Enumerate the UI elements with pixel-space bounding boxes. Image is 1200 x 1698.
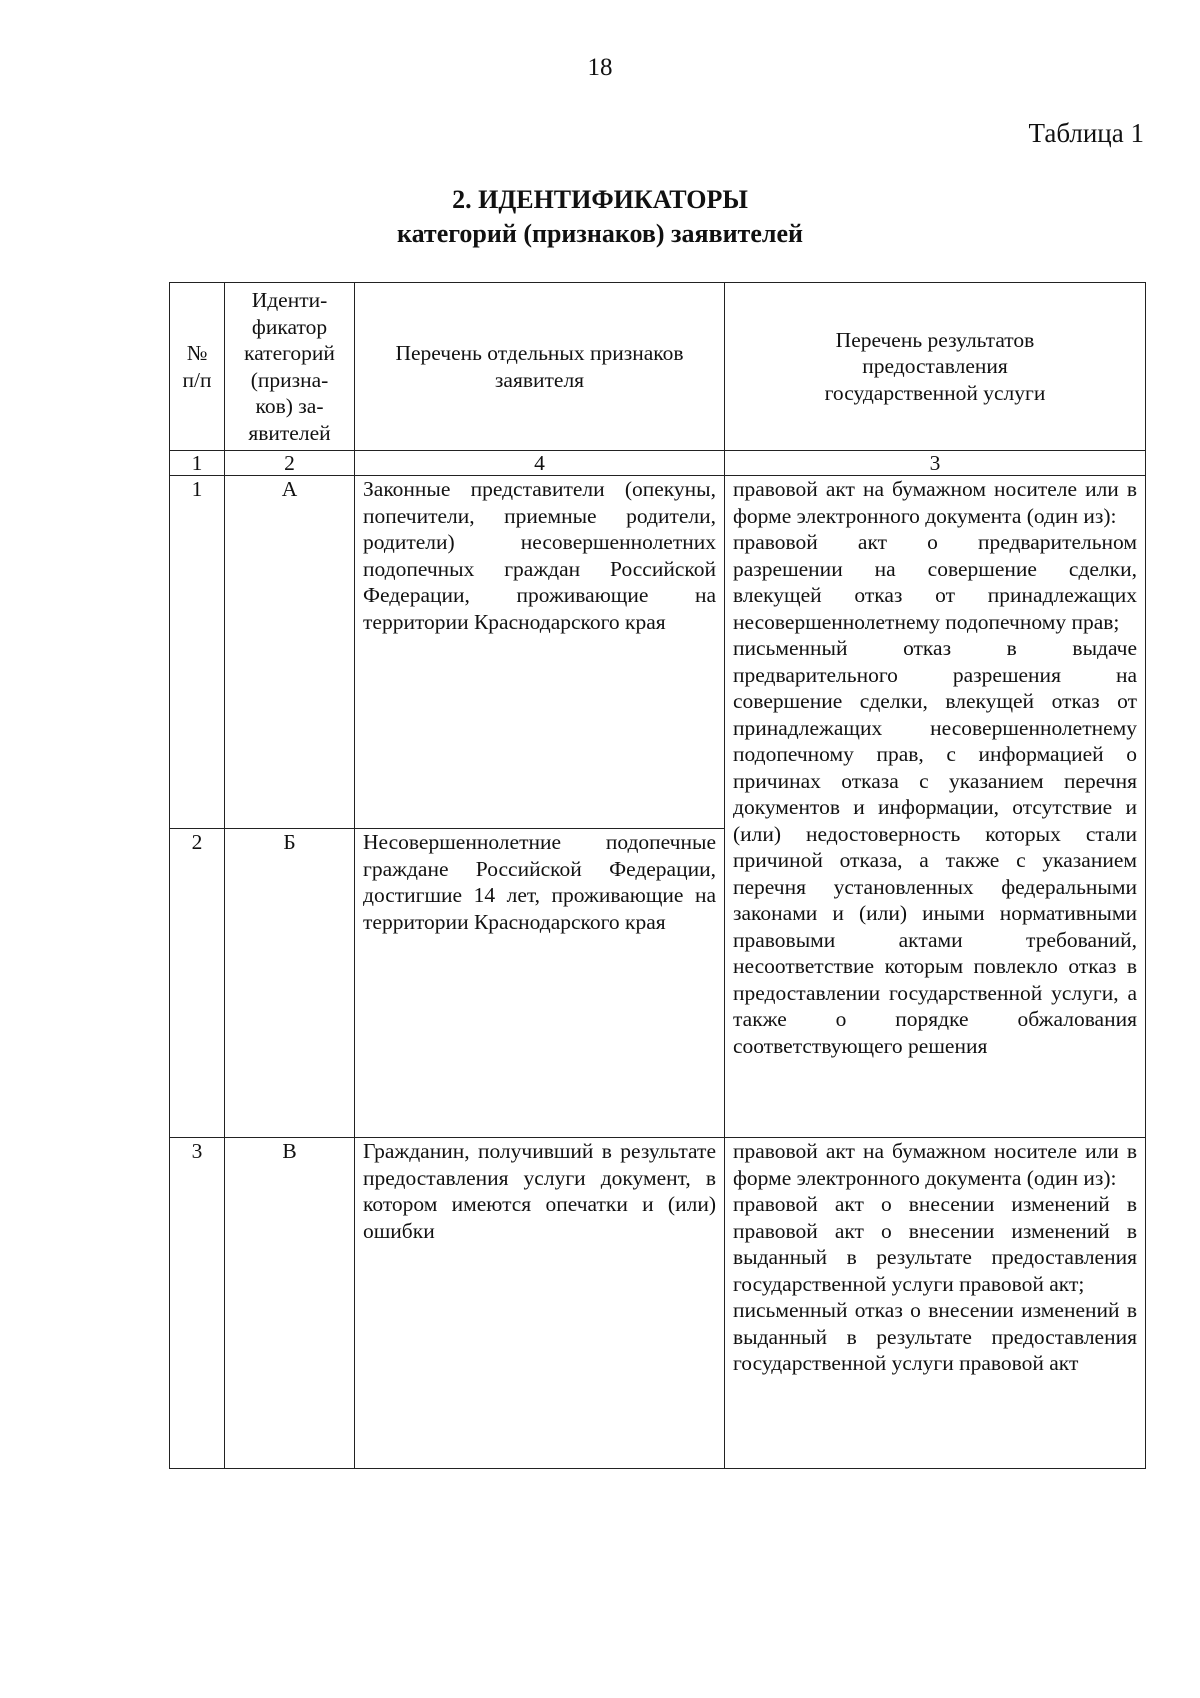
column-number: 4 <box>355 451 725 476</box>
row-features: Гражданин, получивший в результате предоставления услуги документ, в котором имеются опечатки и (или) ошибки <box>355 1138 725 1469</box>
header-results <box>725 283 1146 451</box>
table-row <box>170 476 1146 829</box>
row-identifier: А <box>225 476 355 829</box>
header-text: предоставления <box>862 354 1008 379</box>
row-num: 1 <box>170 476 225 829</box>
header-num <box>170 283 225 451</box>
header-text: категорий <box>244 341 335 365</box>
column-number-row <box>170 451 1146 476</box>
title-line-2: категорий (признаков) заявителей <box>397 219 803 248</box>
result-paragraph: правовой акт на бумажном носителе или в форме электронного документа (один из): <box>733 477 1137 528</box>
row-features: Законные представители (опекуны, попечители, приемные родители, родители) несовершеннолетних подопечных граждан Российской Федерации, проживающие на территории Краснодарского края <box>355 476 725 829</box>
row-num: 3 <box>170 1138 225 1469</box>
header-text: Иденти- <box>251 288 328 312</box>
header-features <box>355 283 725 451</box>
column-number: 2 <box>225 451 355 476</box>
result-paragraph: письменный отказ о внесении изменений в выданный в результате предоставления государственной услуги правовой акт <box>733 1298 1137 1375</box>
results-cell-ab <box>725 476 1146 1138</box>
table-header-row <box>170 283 1146 451</box>
header-text: (призна- <box>250 367 329 392</box>
result-paragraph: правовой акт на бумажном носителе или в форме электронного документа (один из): <box>733 1139 1137 1190</box>
column-number: 3 <box>725 451 1146 476</box>
header-text: явителей <box>248 420 331 445</box>
header-identifier <box>225 283 355 451</box>
result-paragraph: правовой акт о предварительном разрешении на совершение сделки, влекущей отказ от принадлежащих несовершеннолетнему подопечному прав; <box>733 530 1137 634</box>
header-text: ков) за- <box>255 394 324 418</box>
table-row <box>170 1138 1146 1469</box>
row-features: Несовершеннолетние подопечные граждане Российской Федерации, достигшие 14 лет, проживающие на территории Краснодарского края <box>355 829 725 1138</box>
table-label: Таблица 1 <box>1028 118 1144 148</box>
header-text: фикатор <box>251 314 328 339</box>
row-identifier: Б <box>225 829 355 1138</box>
header-text: Перечень результатов <box>835 327 1035 352</box>
header-text: п/п <box>182 367 212 392</box>
title-line-1: 2. ИДЕНТИФИКАТОРЫ <box>452 185 748 214</box>
result-paragraph: правовой акт о внесении изменений в правовой акт о внесении изменений в выданный в результате предоставления государственной услуги правовой акт; <box>733 1192 1137 1296</box>
row-num: 2 <box>170 829 225 1138</box>
header-text: № <box>186 341 208 365</box>
identifiers-table <box>169 282 1146 1469</box>
header-text: государственной услуги <box>824 380 1046 405</box>
header-text: заявителя <box>494 367 585 392</box>
result-paragraph: письменный отказ в выдаче предварительного разрешения на совершение сделки, влекущей отказ от принадлежащих несовершеннолетнему подопечному прав, с информацией о причинах отказа с указанием перечня документов и информации, отсутствие и (или) недостоверность которых стали причиной отказа, а также с указанием перечня установленных федеральными законами и (или) иными нормативными правовыми актами требований, несоответствие которым повлекло отказ в предоставлении государственной услуги, а также о порядке обжалования соответствующего решения <box>733 636 1137 1058</box>
results-cell-c <box>725 1138 1146 1469</box>
header-text: Перечень отдельных признаков <box>395 341 684 365</box>
page-number: 18 <box>587 54 613 81</box>
row-identifier: В <box>225 1138 355 1469</box>
document-title <box>0 183 1200 251</box>
column-number: 1 <box>170 451 225 476</box>
